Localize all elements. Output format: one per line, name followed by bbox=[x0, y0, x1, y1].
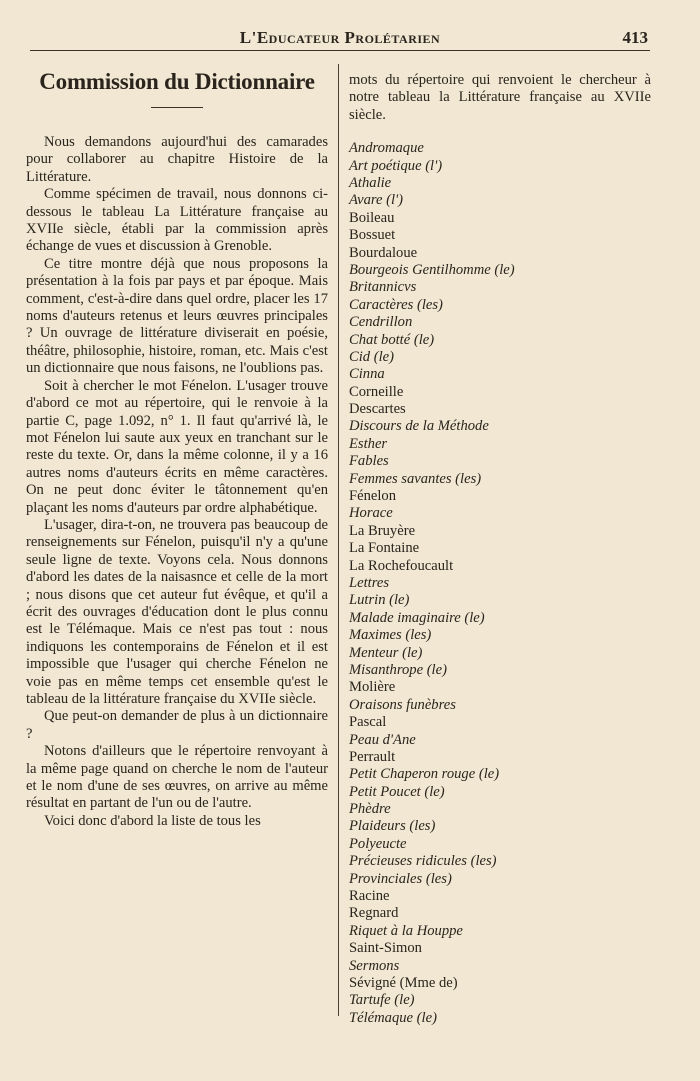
index-entry: Tartufe (le) bbox=[349, 992, 415, 1009]
index-entry: Cid (le) bbox=[349, 348, 394, 365]
title-rule bbox=[151, 107, 203, 108]
index-entry: Regnard bbox=[349, 905, 399, 922]
article-paragraph: Comme spécimen de travail, nous donnons ci-dessous le tableau La Littérature française au XVIIe siècle, établi par la commission après échange de vues et discussion à Grenoble. bbox=[26, 186, 328, 255]
article-paragraph: Nous demandons aujourd'hui des camarades pour collaborer au chapitre Histoire de la Littérature. bbox=[26, 134, 328, 185]
right-column bbox=[349, 72, 651, 1027]
index-entry: Lutrin (le) bbox=[349, 592, 410, 609]
index-entry: Riquet à la Houppe bbox=[349, 922, 463, 939]
index-entry: Sermons bbox=[349, 957, 400, 974]
index-entry: Horace bbox=[349, 505, 393, 522]
index-entry: Sévigné (Mme de) bbox=[349, 974, 458, 991]
article-paragraph: Soit à chercher le mot Fénelon. L'usager trouve d'abord ce mot au répertoire, qui le renvoie à la partie C, page 1.092, n° 1. Il faut qu'arrivé là, le mot Fénelon lui saute aux yeux en tranchant sur le reste du texte. Or, dans la même colonne, il y a 16 autres noms d'auteurs écrits en même caractères. On ne peut donc éviter le tâtonnement qu'en plaçant les noms d'auteurs par ordre alphabétique. bbox=[26, 377, 328, 516]
index-entry: Télémaque (le) bbox=[349, 1009, 437, 1026]
index-entry: Discours de la Méthode bbox=[349, 418, 489, 435]
index-entry: Petit Poucet (le) bbox=[349, 783, 445, 800]
index-entry: Maximes (les) bbox=[349, 627, 432, 644]
index-entry: Peau d'Ane bbox=[349, 731, 416, 748]
left-column bbox=[26, 66, 328, 830]
index-entry: Plaideurs (les) bbox=[349, 818, 436, 835]
index-entry: Athalie bbox=[349, 175, 392, 191]
index-entry: Andromaque bbox=[349, 140, 424, 157]
index-entry: Cendrillon bbox=[349, 314, 413, 331]
index-entry: Polyeucte bbox=[349, 835, 407, 852]
index-entry: Femmes savantes (les) bbox=[349, 470, 482, 487]
index-entry: Bossuet bbox=[349, 227, 396, 244]
index-entry: La Rochefoucault bbox=[349, 557, 454, 574]
index-entry: Pascal bbox=[349, 714, 387, 731]
index-entry: Précieuses ridicules (les) bbox=[349, 853, 497, 870]
article-title: Commission du Dictionnaire bbox=[39, 69, 315, 94]
index-entry: Art poétique (l') bbox=[349, 157, 443, 174]
index-entry: Bourgeois Gentilhomme (le) bbox=[349, 261, 515, 278]
index-entry: Britannicvs bbox=[349, 279, 417, 296]
index-entry: Misanthrope (le) bbox=[349, 661, 447, 678]
index-entry: Molière bbox=[349, 679, 396, 696]
column-divider bbox=[338, 64, 339, 1016]
article-paragraph: Voici donc d'abord la liste de tous les bbox=[44, 812, 261, 829]
index-entry: Avare (l') bbox=[349, 192, 404, 209]
article-paragraph: Que peut-on demander de plus à un dictionnaire ? bbox=[26, 708, 328, 742]
index-entry: Phèdre bbox=[349, 801, 391, 818]
article-paragraph: Notons d'ailleurs que le répertoire renvoyant à la même page quand on cherche le nom de l'auteur et le nom d'une de ses œuvres, on arrive au même résultat en partant de l'un ou de l'autre. bbox=[26, 743, 328, 812]
index-entry: Fables bbox=[349, 453, 389, 470]
index-entry: Racine bbox=[349, 888, 390, 905]
page-number: 413 bbox=[622, 28, 648, 47]
index-entry: Corneille bbox=[349, 383, 404, 400]
index-entry: Fénelon bbox=[349, 488, 397, 505]
index-entry: Malade imaginaire (le) bbox=[349, 609, 485, 626]
index-entry: Oraisons funèbres bbox=[349, 696, 456, 713]
index-entry: Lettres bbox=[349, 574, 389, 591]
index-entry: Perrault bbox=[349, 748, 396, 765]
article-body bbox=[26, 134, 328, 830]
index-entry: Bourdaloue bbox=[349, 244, 418, 261]
index-entry: Cinna bbox=[349, 366, 385, 383]
index-entry: Chat botté (le) bbox=[349, 331, 435, 348]
index-entry: Descartes bbox=[349, 401, 406, 418]
index-entry: Menteur (le) bbox=[349, 644, 423, 661]
index-entry: Petit Chaperon rouge (le) bbox=[349, 766, 500, 783]
index-entry: Provinciales (les) bbox=[349, 870, 452, 887]
index-entry: Saint-Simon bbox=[349, 940, 422, 957]
running-head bbox=[30, 26, 650, 51]
article-paragraph: Ce titre montre déjà que nous proposons la présentation à la fois par pays et par époque. Mais comment, c'est-à-dire dans quel ordre, placer les 17 noms d'auteurs retenus et leurs œuvres principales ? Un ouvrage de littérature diviserait en poésie, théâtre, philosophie, histoire, roman, etc. Mais c'est un dictionnaire que nous faisons, ne l'oublions pas. bbox=[26, 255, 328, 377]
index-entry: Esther bbox=[349, 435, 388, 452]
index-entry: La Fontaine bbox=[349, 540, 420, 557]
index-entry: Boileau bbox=[349, 209, 395, 226]
index-entry: Caractères (les) bbox=[349, 296, 443, 313]
journal-title: L'Educateur Prolétarien bbox=[239, 28, 441, 47]
list-intro: mots du répertoire qui renvoient le chercheur à notre tableau la Littérature française au XVIIe siècle. bbox=[349, 72, 651, 123]
index-entry-list bbox=[349, 140, 651, 1027]
article-paragraph: L'usager, dira-t-on, ne trouvera pas beaucoup de renseignements sur Fénelon, puisqu'il n'y a qu'une seule ligne de texte. Voyons cela. Nous donnons d'abord les dates de la naisasnce et celle de la mort ; nous disons que cet auteur fut évêque, et qu'il a écrit des ouvrages d'éducation dont le plus connu est le Télémaque. Mais ce n'est pas tout : nous indiquons les contemporains de Fénelon et il est impossible que l'usager qui cherche Fénelon ne voie pas en même temps cet ensemble qu'est le tableau de la littérature française du XVIIe siècle. bbox=[26, 516, 328, 707]
index-entry: La Bruyère bbox=[349, 522, 416, 539]
